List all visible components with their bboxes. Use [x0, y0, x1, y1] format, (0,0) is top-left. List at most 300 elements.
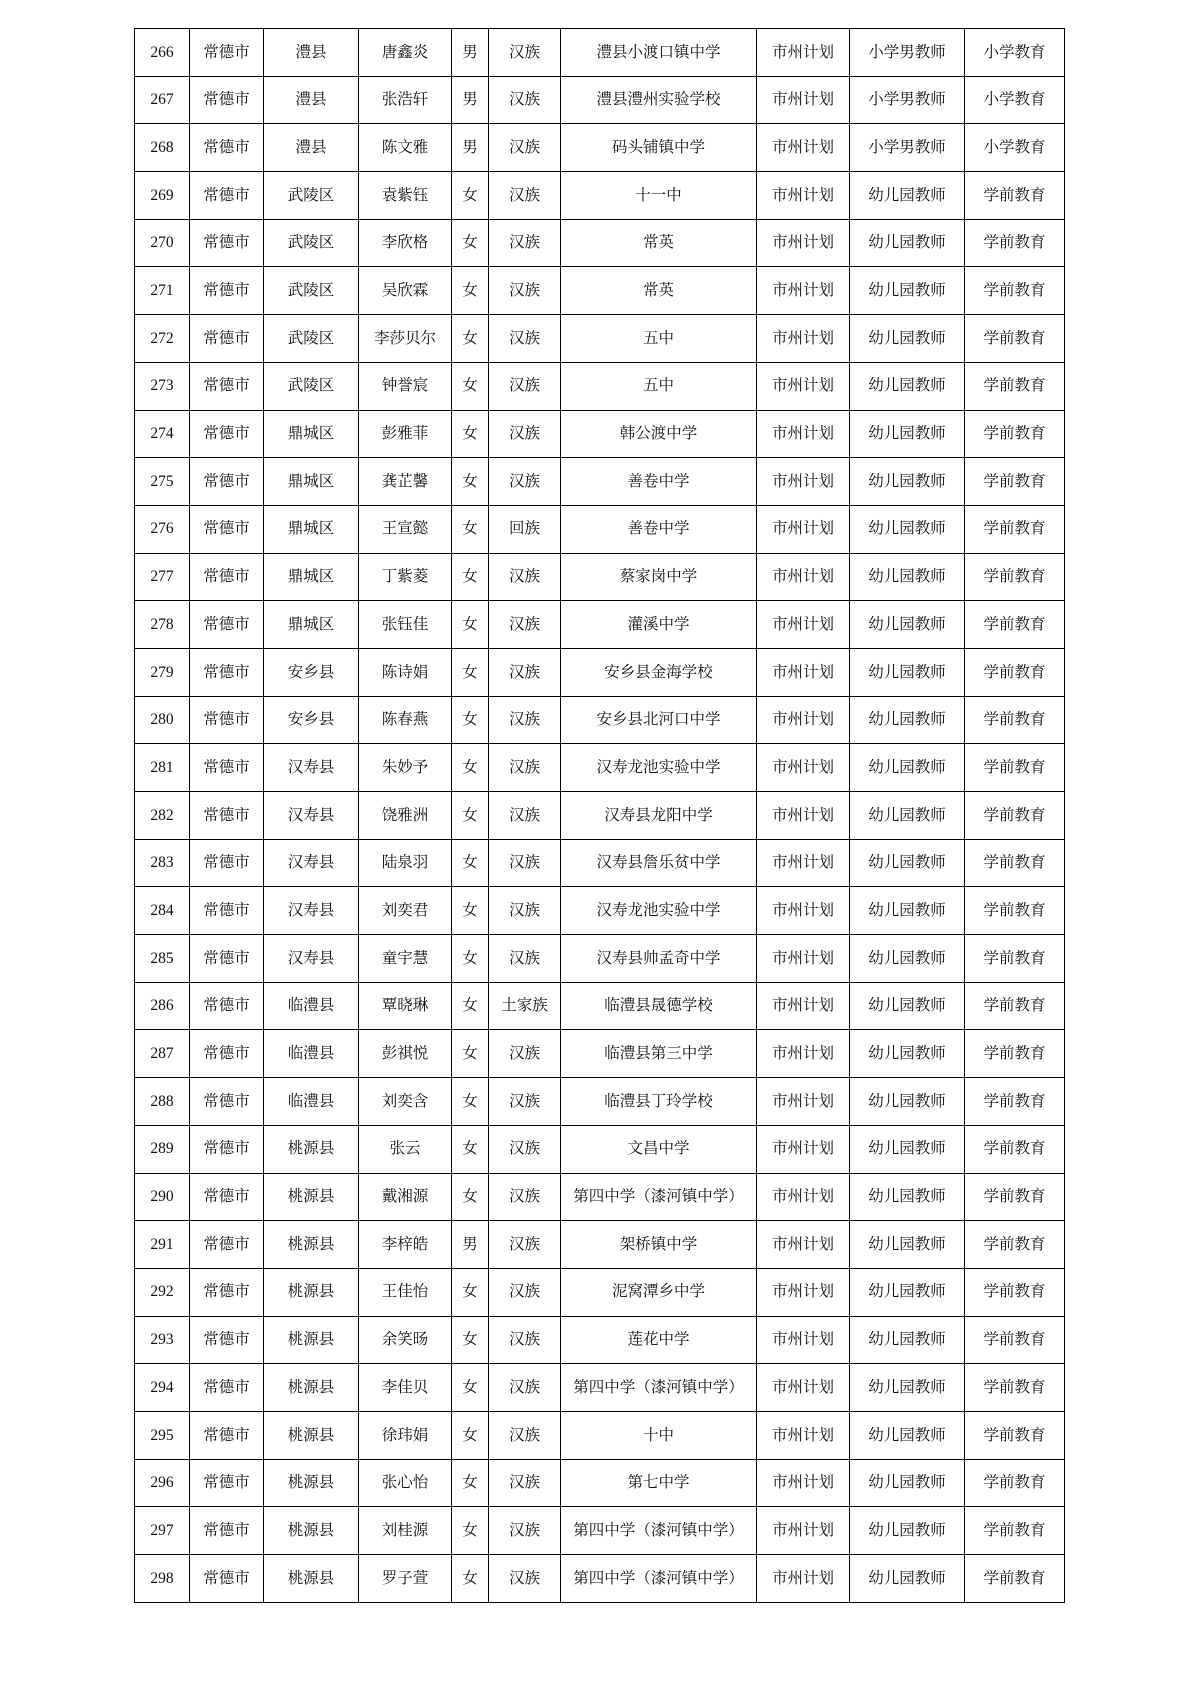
county-cell: 安乡县	[264, 696, 359, 744]
position-cell: 小学男教师	[850, 124, 965, 172]
ethnicity-cell: 汉族	[489, 1125, 561, 1173]
gender-cell: 男	[452, 124, 489, 172]
gender-cell: 女	[452, 410, 489, 458]
school-cell: 五中	[561, 362, 757, 410]
position-cell: 幼儿园教师	[850, 1125, 965, 1173]
gender-cell: 男	[452, 76, 489, 124]
plan-type-cell: 市州计划	[757, 1030, 850, 1078]
county-cell: 桃源县	[264, 1507, 359, 1555]
row-number-cell: 280	[135, 696, 190, 744]
gender-cell: 女	[452, 887, 489, 935]
county-cell: 桃源县	[264, 1411, 359, 1459]
city-cell: 常德市	[190, 505, 264, 553]
ethnicity-cell: 汉族	[489, 1078, 561, 1126]
city-cell: 常德市	[190, 458, 264, 506]
gender-cell: 女	[452, 219, 489, 267]
name-cell: 刘桂源	[359, 1507, 452, 1555]
table-row	[135, 267, 1065, 315]
school-cell: 韩公渡中学	[561, 410, 757, 458]
city-cell: 常德市	[190, 1459, 264, 1507]
school-cell: 文昌中学	[561, 1125, 757, 1173]
city-cell: 常德市	[190, 76, 264, 124]
ethnicity-cell: 汉族	[489, 792, 561, 840]
position-cell: 幼儿园教师	[850, 1507, 965, 1555]
city-cell: 常德市	[190, 172, 264, 220]
major-cell: 学前教育	[965, 744, 1065, 792]
city-cell: 常德市	[190, 696, 264, 744]
school-cell: 码头铺镇中学	[561, 124, 757, 172]
gender-cell: 女	[452, 1030, 489, 1078]
gender-cell: 女	[452, 362, 489, 410]
plan-type-cell: 市州计划	[757, 1268, 850, 1316]
major-cell: 学前教育	[965, 887, 1065, 935]
name-cell: 陈文雅	[359, 124, 452, 172]
position-cell: 幼儿园教师	[850, 267, 965, 315]
plan-type-cell: 市州计划	[757, 315, 850, 363]
plan-type-cell: 市州计划	[757, 172, 850, 220]
row-number-cell: 282	[135, 792, 190, 840]
city-cell: 常德市	[190, 1173, 264, 1221]
plan-type-cell: 市州计划	[757, 1555, 850, 1603]
table-row	[135, 648, 1065, 696]
table-row	[135, 1459, 1065, 1507]
plan-type-cell: 市州计划	[757, 76, 850, 124]
position-cell: 幼儿园教师	[850, 315, 965, 363]
gender-cell: 女	[452, 839, 489, 887]
plan-type-cell: 市州计划	[757, 839, 850, 887]
table-row	[135, 219, 1065, 267]
school-cell: 十中	[561, 1411, 757, 1459]
major-cell: 学前教育	[965, 219, 1065, 267]
row-number-cell: 285	[135, 935, 190, 983]
ethnicity-cell: 汉族	[489, 1507, 561, 1555]
county-cell: 武陵区	[264, 362, 359, 410]
table-row	[135, 1268, 1065, 1316]
county-cell: 临澧县	[264, 982, 359, 1030]
name-cell: 刘奕含	[359, 1078, 452, 1126]
major-cell: 小学教育	[965, 76, 1065, 124]
ethnicity-cell: 汉族	[489, 1411, 561, 1459]
row-number-cell: 297	[135, 1507, 190, 1555]
school-cell: 临澧县晟德学校	[561, 982, 757, 1030]
name-cell: 王宣懿	[359, 505, 452, 553]
table-row	[135, 744, 1065, 792]
city-cell: 常德市	[190, 1411, 264, 1459]
county-cell: 汉寿县	[264, 935, 359, 983]
row-number-cell: 295	[135, 1411, 190, 1459]
school-cell: 常英	[561, 267, 757, 315]
position-cell: 幼儿园教师	[850, 648, 965, 696]
ethnicity-cell: 汉族	[489, 839, 561, 887]
city-cell: 常德市	[190, 124, 264, 172]
gender-cell: 女	[452, 1078, 489, 1126]
school-cell: 澧县澧州实验学校	[561, 76, 757, 124]
ethnicity-cell: 汉族	[489, 76, 561, 124]
row-number-cell: 274	[135, 410, 190, 458]
plan-type-cell: 市州计划	[757, 505, 850, 553]
row-number-cell: 278	[135, 601, 190, 649]
school-cell: 灌溪中学	[561, 601, 757, 649]
row-number-cell: 286	[135, 982, 190, 1030]
school-cell: 十一中	[561, 172, 757, 220]
school-cell: 汉寿县龙阳中学	[561, 792, 757, 840]
major-cell: 小学教育	[965, 124, 1065, 172]
table-row	[135, 1555, 1065, 1603]
ethnicity-cell: 汉族	[489, 1268, 561, 1316]
plan-type-cell: 市州计划	[757, 935, 850, 983]
school-cell: 常英	[561, 219, 757, 267]
name-cell: 朱妙予	[359, 744, 452, 792]
county-cell: 武陵区	[264, 315, 359, 363]
gender-cell: 女	[452, 744, 489, 792]
school-cell: 安乡县北河口中学	[561, 696, 757, 744]
row-number-cell: 266	[135, 29, 190, 77]
position-cell: 小学男教师	[850, 29, 965, 77]
plan-type-cell: 市州计划	[757, 982, 850, 1030]
plan-type-cell: 市州计划	[757, 267, 850, 315]
ethnicity-cell: 汉族	[489, 1316, 561, 1364]
county-cell: 汉寿县	[264, 792, 359, 840]
county-cell: 桃源县	[264, 1221, 359, 1269]
table-row	[135, 1364, 1065, 1412]
school-cell: 汉寿龙池实验中学	[561, 744, 757, 792]
name-cell: 刘奕君	[359, 887, 452, 935]
table-row	[135, 1173, 1065, 1221]
school-cell: 善卷中学	[561, 458, 757, 506]
name-cell: 余笑旸	[359, 1316, 452, 1364]
gender-cell: 女	[452, 601, 489, 649]
position-cell: 幼儿园教师	[850, 1364, 965, 1412]
row-number-cell: 277	[135, 553, 190, 601]
ethnicity-cell: 汉族	[489, 458, 561, 506]
ethnicity-cell: 汉族	[489, 935, 561, 983]
plan-type-cell: 市州计划	[757, 1173, 850, 1221]
table-row	[135, 1221, 1065, 1269]
ethnicity-cell: 汉族	[489, 172, 561, 220]
table-row	[135, 982, 1065, 1030]
row-number-cell: 270	[135, 219, 190, 267]
ethnicity-cell: 汉族	[489, 601, 561, 649]
name-cell: 覃晓琳	[359, 982, 452, 1030]
table-row	[135, 505, 1065, 553]
school-cell: 泥窝潭乡中学	[561, 1268, 757, 1316]
table-row	[135, 1507, 1065, 1555]
gender-cell: 女	[452, 505, 489, 553]
name-cell: 陈春燕	[359, 696, 452, 744]
school-cell: 汉寿龙池实验中学	[561, 887, 757, 935]
row-number-cell: 275	[135, 458, 190, 506]
name-cell: 张云	[359, 1125, 452, 1173]
position-cell: 幼儿园教师	[850, 1078, 965, 1126]
plan-type-cell: 市州计划	[757, 1507, 850, 1555]
gender-cell: 女	[452, 982, 489, 1030]
plan-type-cell: 市州计划	[757, 792, 850, 840]
plan-type-cell: 市州计划	[757, 1078, 850, 1126]
plan-type-cell: 市州计划	[757, 1125, 850, 1173]
ethnicity-cell: 汉族	[489, 1030, 561, 1078]
plan-type-cell: 市州计划	[757, 458, 850, 506]
school-cell: 第四中学（漆河镇中学）	[561, 1364, 757, 1412]
position-cell: 幼儿园教师	[850, 1555, 965, 1603]
gender-cell: 女	[452, 1507, 489, 1555]
city-cell: 常德市	[190, 1364, 264, 1412]
name-cell: 饶雅洲	[359, 792, 452, 840]
row-number-cell: 289	[135, 1125, 190, 1173]
school-cell: 蔡家岗中学	[561, 553, 757, 601]
table-row	[135, 696, 1065, 744]
major-cell: 学前教育	[965, 982, 1065, 1030]
ethnicity-cell: 回族	[489, 505, 561, 553]
table-row	[135, 29, 1065, 77]
row-number-cell: 268	[135, 124, 190, 172]
school-cell: 澧县小渡口镇中学	[561, 29, 757, 77]
table-row	[135, 172, 1065, 220]
position-cell: 幼儿园教师	[850, 1221, 965, 1269]
row-number-cell: 267	[135, 76, 190, 124]
ethnicity-cell: 汉族	[489, 29, 561, 77]
major-cell: 学前教育	[965, 1555, 1065, 1603]
major-cell: 学前教育	[965, 648, 1065, 696]
city-cell: 常德市	[190, 1125, 264, 1173]
position-cell: 幼儿园教师	[850, 696, 965, 744]
major-cell: 学前教育	[965, 839, 1065, 887]
plan-type-cell: 市州计划	[757, 29, 850, 77]
school-cell: 第四中学（漆河镇中学）	[561, 1555, 757, 1603]
city-cell: 常德市	[190, 1030, 264, 1078]
city-cell: 常德市	[190, 601, 264, 649]
school-cell: 临澧县第三中学	[561, 1030, 757, 1078]
major-cell: 学前教育	[965, 1078, 1065, 1126]
plan-type-cell: 市州计划	[757, 696, 850, 744]
position-cell: 幼儿园教师	[850, 362, 965, 410]
major-cell: 学前教育	[965, 1221, 1065, 1269]
major-cell: 学前教育	[965, 1125, 1065, 1173]
row-number-cell: 271	[135, 267, 190, 315]
gender-cell: 女	[452, 1125, 489, 1173]
position-cell: 幼儿园教师	[850, 744, 965, 792]
city-cell: 常德市	[190, 1316, 264, 1364]
city-cell: 常德市	[190, 982, 264, 1030]
row-number-cell: 287	[135, 1030, 190, 1078]
name-cell: 陈诗娟	[359, 648, 452, 696]
name-cell: 李梓皓	[359, 1221, 452, 1269]
major-cell: 学前教育	[965, 553, 1065, 601]
table-row	[135, 887, 1065, 935]
city-cell: 常德市	[190, 887, 264, 935]
name-cell: 张心怡	[359, 1459, 452, 1507]
major-cell: 小学教育	[965, 29, 1065, 77]
row-number-cell: 272	[135, 315, 190, 363]
major-cell: 学前教育	[965, 458, 1065, 506]
name-cell: 钟誉宸	[359, 362, 452, 410]
row-number-cell: 276	[135, 505, 190, 553]
gender-cell: 女	[452, 1364, 489, 1412]
city-cell: 常德市	[190, 792, 264, 840]
plan-type-cell: 市州计划	[757, 410, 850, 458]
city-cell: 常德市	[190, 1221, 264, 1269]
table-body	[135, 29, 1065, 1603]
row-number-cell: 283	[135, 839, 190, 887]
ethnicity-cell: 汉族	[489, 219, 561, 267]
gender-cell: 女	[452, 1555, 489, 1603]
gender-cell: 女	[452, 1268, 489, 1316]
county-cell: 澧县	[264, 76, 359, 124]
position-cell: 幼儿园教师	[850, 553, 965, 601]
major-cell: 学前教育	[965, 1459, 1065, 1507]
name-cell: 龚芷馨	[359, 458, 452, 506]
plan-type-cell: 市州计划	[757, 124, 850, 172]
table-row	[135, 1411, 1065, 1459]
row-number-cell: 292	[135, 1268, 190, 1316]
position-cell: 幼儿园教师	[850, 458, 965, 506]
ethnicity-cell: 汉族	[489, 1221, 561, 1269]
gender-cell: 女	[452, 315, 489, 363]
school-cell: 善卷中学	[561, 505, 757, 553]
school-cell: 汉寿县帅孟奇中学	[561, 935, 757, 983]
table-row	[135, 76, 1065, 124]
major-cell: 学前教育	[965, 410, 1065, 458]
plan-type-cell: 市州计划	[757, 1221, 850, 1269]
ethnicity-cell: 汉族	[489, 553, 561, 601]
city-cell: 常德市	[190, 1078, 264, 1126]
school-cell: 架桥镇中学	[561, 1221, 757, 1269]
row-number-cell: 296	[135, 1459, 190, 1507]
county-cell: 澧县	[264, 124, 359, 172]
table-row	[135, 1125, 1065, 1173]
name-cell: 李佳贝	[359, 1364, 452, 1412]
gender-cell: 女	[452, 696, 489, 744]
gender-cell: 男	[452, 1221, 489, 1269]
city-cell: 常德市	[190, 1555, 264, 1603]
gender-cell: 女	[452, 792, 489, 840]
major-cell: 学前教育	[965, 1030, 1065, 1078]
major-cell: 学前教育	[965, 1268, 1065, 1316]
table-row	[135, 935, 1065, 983]
city-cell: 常德市	[190, 362, 264, 410]
ethnicity-cell: 汉族	[489, 744, 561, 792]
position-cell: 幼儿园教师	[850, 935, 965, 983]
city-cell: 常德市	[190, 744, 264, 792]
row-number-cell: 281	[135, 744, 190, 792]
position-cell: 幼儿园教师	[850, 792, 965, 840]
major-cell: 学前教育	[965, 696, 1065, 744]
position-cell: 幼儿园教师	[850, 1268, 965, 1316]
table-row	[135, 315, 1065, 363]
county-cell: 汉寿县	[264, 744, 359, 792]
gender-cell: 女	[452, 458, 489, 506]
county-cell: 汉寿县	[264, 839, 359, 887]
plan-type-cell: 市州计划	[757, 887, 850, 935]
city-cell: 常德市	[190, 267, 264, 315]
plan-type-cell: 市州计划	[757, 553, 850, 601]
county-cell: 汉寿县	[264, 887, 359, 935]
position-cell: 幼儿园教师	[850, 1316, 965, 1364]
major-cell: 学前教育	[965, 1507, 1065, 1555]
row-number-cell: 288	[135, 1078, 190, 1126]
major-cell: 学前教育	[965, 792, 1065, 840]
county-cell: 武陵区	[264, 172, 359, 220]
plan-type-cell: 市州计划	[757, 648, 850, 696]
name-cell: 李莎贝尔	[359, 315, 452, 363]
roster-table	[134, 28, 1065, 1603]
city-cell: 常德市	[190, 315, 264, 363]
city-cell: 常德市	[190, 219, 264, 267]
position-cell: 幼儿园教师	[850, 1459, 965, 1507]
ethnicity-cell: 汉族	[489, 1555, 561, 1603]
county-cell: 桃源县	[264, 1555, 359, 1603]
plan-type-cell: 市州计划	[757, 1316, 850, 1364]
row-number-cell: 290	[135, 1173, 190, 1221]
gender-cell: 女	[452, 267, 489, 315]
plan-type-cell: 市州计划	[757, 744, 850, 792]
gender-cell: 男	[452, 29, 489, 77]
ethnicity-cell: 汉族	[489, 648, 561, 696]
county-cell: 鼎城区	[264, 505, 359, 553]
name-cell: 罗子萱	[359, 1555, 452, 1603]
table-row	[135, 1316, 1065, 1364]
table-row	[135, 362, 1065, 410]
city-cell: 常德市	[190, 553, 264, 601]
county-cell: 桃源县	[264, 1459, 359, 1507]
name-cell: 彭雅菲	[359, 410, 452, 458]
row-number-cell: 293	[135, 1316, 190, 1364]
name-cell: 彭祺悦	[359, 1030, 452, 1078]
county-cell: 鼎城区	[264, 410, 359, 458]
major-cell: 学前教育	[965, 1364, 1065, 1412]
name-cell: 徐玮娟	[359, 1411, 452, 1459]
major-cell: 学前教育	[965, 362, 1065, 410]
position-cell: 小学男教师	[850, 76, 965, 124]
name-cell: 李欣格	[359, 219, 452, 267]
table-row	[135, 839, 1065, 887]
school-cell: 临澧县丁玲学校	[561, 1078, 757, 1126]
school-cell: 第四中学（漆河镇中学）	[561, 1173, 757, 1221]
ethnicity-cell: 汉族	[489, 1364, 561, 1412]
table-row	[135, 124, 1065, 172]
city-cell: 常德市	[190, 410, 264, 458]
county-cell: 桃源县	[264, 1173, 359, 1221]
table-row	[135, 1078, 1065, 1126]
school-cell: 第七中学	[561, 1459, 757, 1507]
school-cell: 安乡县金海学校	[561, 648, 757, 696]
name-cell: 唐鑫炎	[359, 29, 452, 77]
row-number-cell: 294	[135, 1364, 190, 1412]
table-row	[135, 1030, 1065, 1078]
major-cell: 学前教育	[965, 935, 1065, 983]
position-cell: 幼儿园教师	[850, 982, 965, 1030]
gender-cell: 女	[452, 1316, 489, 1364]
school-cell: 汉寿县詹乐贫中学	[561, 839, 757, 887]
city-cell: 常德市	[190, 1268, 264, 1316]
gender-cell: 女	[452, 553, 489, 601]
county-cell: 临澧县	[264, 1030, 359, 1078]
name-cell: 丁紫菱	[359, 553, 452, 601]
plan-type-cell: 市州计划	[757, 1459, 850, 1507]
county-cell: 安乡县	[264, 648, 359, 696]
position-cell: 幼儿园教师	[850, 839, 965, 887]
county-cell: 澧县	[264, 29, 359, 77]
table-row	[135, 792, 1065, 840]
position-cell: 幼儿园教师	[850, 172, 965, 220]
school-cell: 五中	[561, 315, 757, 363]
county-cell: 鼎城区	[264, 553, 359, 601]
plan-type-cell: 市州计划	[757, 219, 850, 267]
position-cell: 幼儿园教师	[850, 601, 965, 649]
name-cell: 童宇慧	[359, 935, 452, 983]
position-cell: 幼儿园教师	[850, 1411, 965, 1459]
plan-type-cell: 市州计划	[757, 1364, 850, 1412]
ethnicity-cell: 土家族	[489, 982, 561, 1030]
